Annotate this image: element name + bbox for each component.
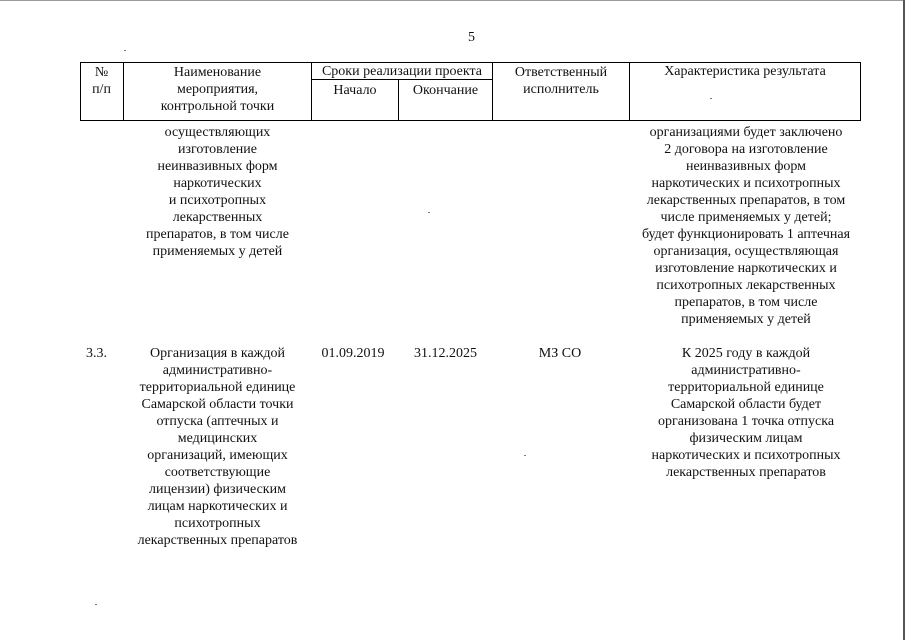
scan-top-edge — [0, 0, 905, 1]
scan-speck — [710, 98, 712, 99]
header-responsible: Ответственный исполнитель — [514, 65, 608, 97]
table-header — [80, 62, 861, 121]
header-start: Начало — [333, 83, 377, 98]
continuation-name: осуществляющих изготовление неинвазивных форм наркотических и психотропных лекарственных препаратов, в том числе применяемых у детей — [146, 125, 289, 259]
header-num: № п/п — [92, 65, 111, 97]
row-responsible: МЗ СО — [538, 346, 582, 361]
header-border-bottom — [80, 120, 861, 121]
continuation-result: организациями будет заключено 2 договора на изготовление неинвазивных форм наркотических и психотропных лекарственных препаратов, в том числе применяемых у детей; будет функционировать 1 аптечная организация, осуществляющая изготовление наркотических и психотропных лекарственных препаратов, в том числе применяемых у детей — [641, 125, 851, 327]
header-period: Сроки реализации проекта — [321, 64, 483, 79]
header-border-right — [860, 62, 861, 121]
header-end: Окончание — [412, 83, 479, 98]
scan-speck — [524, 455, 526, 456]
header-name: Наименование мероприятия, контрольной точки — [160, 65, 275, 114]
row-end-date: 31.12.2025 — [414, 346, 477, 361]
row-result: К 2025 году в каждой административно- территориальной единице Самарской области будет организована 1 точка отпуска физическим лицам наркотических и психотропных лекарственных препаратов — [651, 346, 841, 480]
scan-speck — [95, 604, 97, 605]
scan-speck — [124, 50, 126, 51]
row-number: 3.3. — [86, 346, 107, 361]
row-name: Организация в каждой административно- территориальной единице Самарской области точки отпуска (аптечных и медицинских организаций, имеющих соответствующие лицензии) физическим лицам наркотических и психотропных лекарственных препаратов — [137, 346, 298, 548]
page-number: 5 — [468, 30, 475, 45]
scan-speck — [428, 212, 430, 213]
row-start-date: 01.09.2019 — [321, 346, 385, 361]
header-result: Характеристика результата — [664, 64, 826, 79]
